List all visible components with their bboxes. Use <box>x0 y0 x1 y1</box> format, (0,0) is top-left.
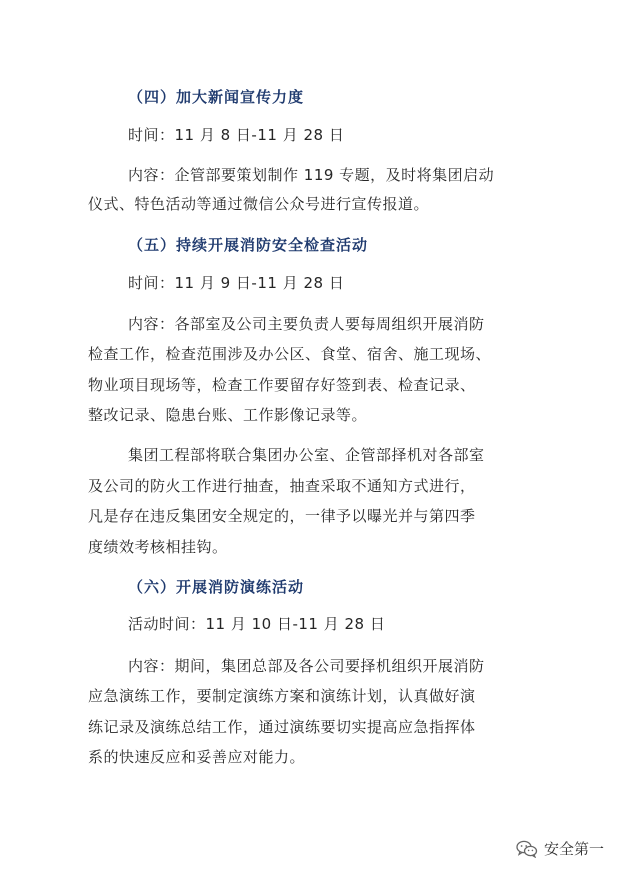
section-time: 时间：11 月 9 日-11 月 28 日 <box>128 274 345 292</box>
content-line: 检查工作，检查范围涉及办公区、食堂、宿舍、施工现场、 <box>88 345 492 363</box>
content-line: 集团工程部将联合集团办公室、企管部择机对各部室 <box>128 446 485 464</box>
content-line: 物业项目现场等，检查工作要留存好签到表、检查记录、 <box>88 376 476 394</box>
content-line: 系的快速反应和妥善应对能力。 <box>88 748 306 766</box>
watermark-text: 安全第一 <box>543 840 604 858</box>
content-line: 应急演练工作，要制定演练方案和演练计划，认真做好演 <box>88 687 476 705</box>
section-heading: （五）持续开展消防安全检查活动 <box>128 236 369 254</box>
content-line: 内容：企管部要策划制作 119 专题，及时将集团启动 <box>128 166 495 184</box>
section-heading: （六）开展消防演练活动 <box>128 578 305 596</box>
content-line: 度绩效考核相挂钩。 <box>88 538 228 556</box>
wechat-icon <box>516 840 538 858</box>
content-line: 及公司的防火工作进行抽查，抽查采取不通知方式进行， <box>88 477 476 495</box>
content-line: 整改记录、隐患台账、工作影像记录等。 <box>88 406 368 424</box>
section-time: 时间：11 月 8 日-11 月 28 日 <box>128 126 345 144</box>
content-line: 凡是存在违反集团安全规定的，一律予以曝光并与第四季 <box>88 507 476 525</box>
section-time: 活动时间：11 月 10 日-11 月 28 日 <box>128 615 386 633</box>
section-heading: （四）加大新闻宣传力度 <box>128 88 305 106</box>
content-line: 内容：期间，集团总部及各公司要择机组织开展消防 <box>128 657 485 675</box>
content-line: 仪式、特色活动等通过微信公众号进行宣传报道。 <box>88 195 430 213</box>
content-line: 练记录及演练总结工作，通过演练要切实提高应急指挥体 <box>88 718 476 736</box>
wechat-watermark <box>516 838 604 859</box>
content-line: 内容：各部室及公司主要负责人要每周组织开展消防 <box>128 315 485 333</box>
